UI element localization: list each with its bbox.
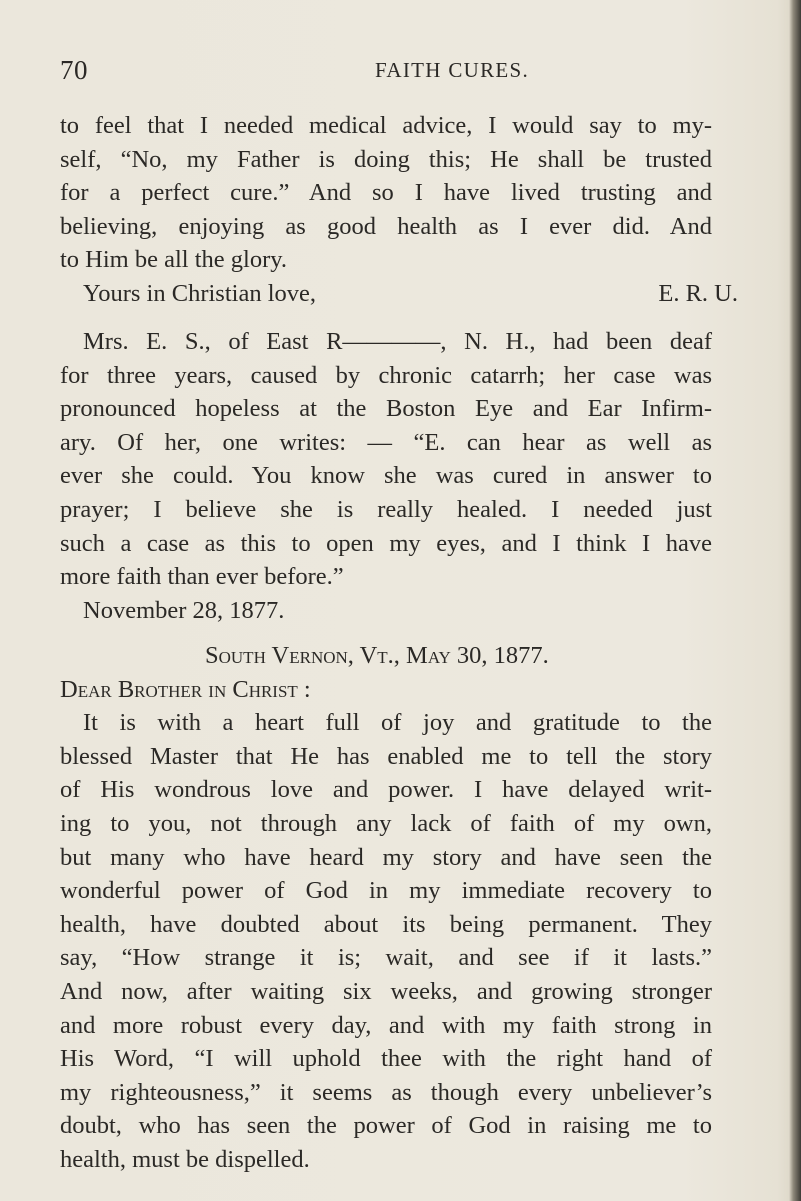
text-line: And now, after waiting six weeks, and growing stronger	[60, 977, 712, 1005]
text-line: my righteousness,” it seems as though every unbeliever’s	[60, 1078, 712, 1106]
text-line: pronounced hopeless at the Boston Eye and Ear Infirm-	[60, 395, 712, 423]
text-line: ever she could. You know she was cured in answer to	[60, 462, 712, 490]
text-line: His Word, “I will uphold thee with the right hand of	[60, 1045, 712, 1073]
letter-salutation: Dear Brother in Christ :	[60, 675, 311, 703]
text-line: prayer; I believe she is really healed. I needed just	[60, 495, 712, 523]
text-line: ary. Of her, one writes: — “E. can hear as well as	[60, 428, 712, 456]
text-line: ing to you, not through any lack of faith of my own,	[60, 809, 712, 837]
text-line: to Him be all the glory.	[60, 246, 288, 274]
text-line: blessed Master that He has enabled me to tell the story	[60, 742, 712, 770]
page-number: 70	[60, 55, 88, 85]
letter	[60, 639, 712, 1177]
text-line: say, “How strange it is; wait, and see if it lasts.”	[60, 944, 712, 972]
text-line: for three years, caused by chronic catarrh; her case was	[60, 361, 712, 389]
text-line: but many who have heard my story and have seen the	[60, 843, 712, 871]
text-line: of His wondrous love and power. I have delayed writ-	[60, 776, 712, 804]
signature	[60, 277, 738, 311]
text-line: doubt, who has seen the power of God in raising me to	[60, 1112, 712, 1140]
page-header	[60, 52, 720, 88]
date-line: November 28, 1877.	[83, 596, 285, 624]
signature-closing: Yours in Christian love,	[83, 279, 317, 307]
text-line: self, “No, my Father is doing this; He shall be trusted	[60, 145, 712, 173]
paragraph-1	[60, 109, 738, 311]
text-line: for a perfect cure.” And so I have lived trusting and	[60, 179, 712, 207]
running-title: FAITH CURES.	[375, 58, 530, 82]
text-line: health, must be dispelled.	[60, 1145, 310, 1173]
text-line: such a case as this to open my eyes, and I think I have	[60, 529, 712, 557]
text-line: more faith than ever before.”	[60, 563, 344, 591]
text-line: Mrs. E. S., of East R————, N. H., had been deaf	[83, 328, 712, 355]
paragraph-2	[60, 325, 712, 627]
text-line: health, have doubted about its being permanent. They	[60, 910, 712, 938]
text-line: to feel that I needed medical advice, I would say to my-	[60, 112, 712, 139]
binding-edge	[789, 0, 801, 1201]
text-line: and more robust every day, and with my faith strong in	[60, 1011, 712, 1039]
text-line: It is with a heart full of joy and gratitude to the	[83, 709, 712, 737]
signature-initials: E. R. U.	[658, 279, 738, 307]
text-line: believing, enjoying as good health as I ever did. And	[60, 212, 712, 240]
text-line: wonderful power of God in my immediate recovery to	[60, 877, 712, 905]
letter-dateline: South Vernon, Vt., May 30, 1877.	[205, 642, 549, 669]
